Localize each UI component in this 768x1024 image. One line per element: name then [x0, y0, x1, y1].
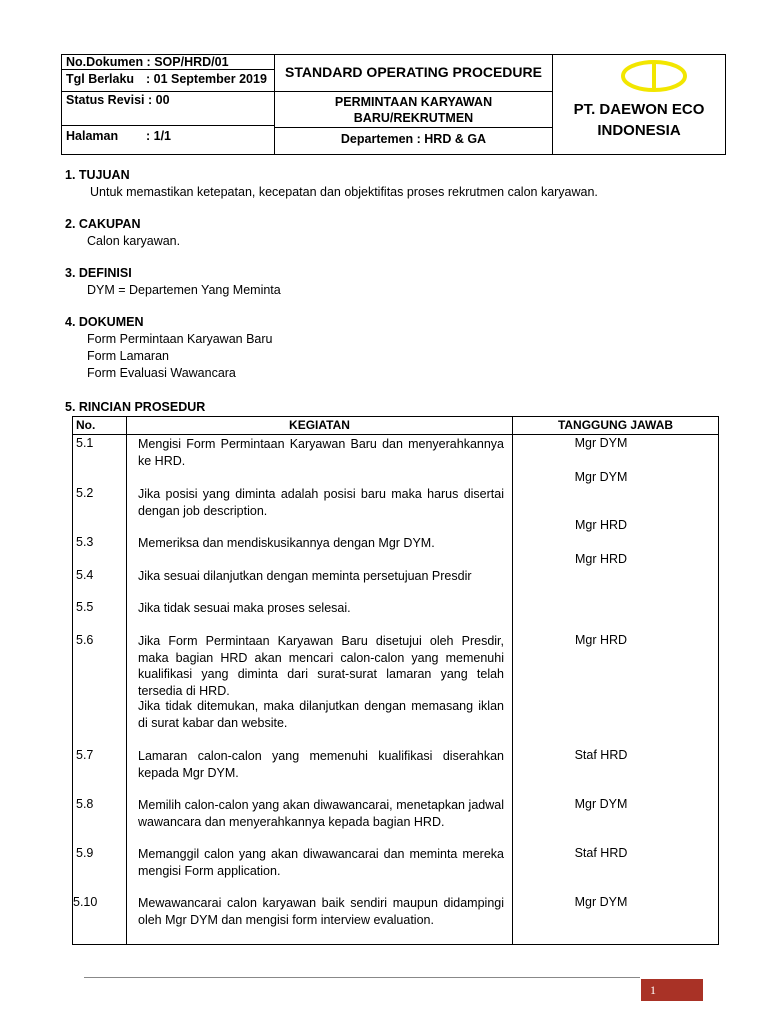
doc-number: No.Dokumen : SOP/HRD/01	[66, 55, 229, 69]
section-cakupan-title: 2. CAKUPAN	[65, 217, 141, 231]
section-tujuan-title: 1. TUJUAN	[65, 168, 130, 182]
section-definisi-body: DYM = Departemen Yang Meminta	[87, 283, 281, 297]
document-item: Form Permintaan Karyawan Baru	[87, 332, 273, 346]
section-tujuan-body: Untuk memastikan ketepatan, kecepatan dan objektifitas proses rekrutmen calon karyawan.	[90, 185, 598, 199]
row-activity-continued: Jika tidak ditemukan, maka dilanjutkan dengan memasang iklan di surat kabar dan website.	[138, 699, 504, 730]
document-item: Form Lamaran	[87, 349, 169, 363]
row-number: 5.2	[76, 486, 94, 500]
effective-date-label: Tgl Berlaku	[66, 72, 135, 86]
company-name	[553, 99, 725, 141]
sop-title: STANDARD OPERATING PROCEDURE	[285, 64, 542, 80]
row-responsible: Staf HRD	[574, 846, 628, 860]
row-responsible: Mgr HRD	[574, 518, 628, 532]
row-responsible: Mgr HRD	[574, 552, 628, 566]
section-prosedur-title: 5. RINCIAN PROSEDUR	[65, 400, 206, 414]
row-activity: Jika tidak sesuai maka proses selesai.	[138, 601, 351, 615]
company-name-line1: PT. DAEWON ECO	[573, 101, 705, 118]
row-activity: Mengisi Form Permintaan Karyawan Baru dan menyerahkannya ke HRD.	[138, 437, 504, 468]
company-name-line2: INDONESIA	[597, 122, 681, 139]
row-activity: Jika posisi yang diminta adalah posisi baru maka harus disertai dengan job description.	[138, 487, 504, 518]
row-number: 5.5	[76, 600, 94, 614]
table-header-tanggung-jawab: TANGGUNG JAWAB	[557, 418, 674, 432]
row-activity: Memanggil calon yang akan diwawancarai dan meminta mereka mengisi Form application.	[138, 847, 504, 878]
row-activity: Jika sesuai dilanjutkan dengan meminta persetujuan Presdir	[138, 569, 472, 583]
page-number-badge	[641, 979, 703, 1001]
row-activity: Memilih calon-calon yang akan diwawancarai, menetapkan jadwal wawancara dan menyerahkannya kepada bagian HRD.	[138, 798, 504, 829]
sop-subtitle: PERMINTAAN KARYAWAN BARU/REKRUTMEN	[334, 95, 493, 125]
page-value: : 1/1	[146, 129, 172, 143]
row-number: 5.1	[76, 436, 94, 450]
section-cakupan-body: Calon karyawan.	[87, 234, 181, 248]
row-number: 5.10	[73, 895, 98, 909]
row-responsible: Mgr DYM	[574, 895, 628, 909]
daewon-logo-icon	[620, 59, 688, 93]
revision-status: Status Revisi : 00	[66, 93, 170, 107]
row-number: 5.6	[76, 633, 94, 647]
row-responsible: Mgr DYM	[574, 470, 628, 484]
document-item: Form Evaluasi Wawancara	[87, 366, 236, 380]
effective-date-value: : 01 September 2019	[146, 72, 267, 86]
row-responsible: Staf HRD	[574, 748, 628, 762]
table-header-kegiatan: KEGIATAN	[289, 418, 350, 432]
row-number: 5.7	[76, 748, 94, 762]
row-responsible: Mgr HRD	[574, 633, 628, 647]
row-number: 5.9	[76, 846, 94, 860]
section-dokumen-title: 4. DOKUMEN	[65, 315, 144, 329]
row-activity: Jika Form Permintaan Karyawan Baru disetujui oleh Presdir, maka bagian HRD akan mencari calon-calon yang memenuhi kualifikasi yang diminta dari surat-surat lamaran yang telah tersedia di HRD.	[138, 634, 504, 698]
row-activity: Mewawancarai calon karyawan baik sendiri maupun didampingi oleh Mgr DYM dan mengisi form interview evaluation.	[138, 896, 504, 927]
row-number: 5.4	[76, 568, 94, 582]
section-definisi-title: 3. DEFINISI	[65, 266, 132, 280]
department: Departemen : HRD & GA	[340, 132, 487, 146]
row-number: 5.8	[76, 797, 94, 811]
row-responsible: Mgr DYM	[574, 797, 628, 811]
row-responsible: Mgr DYM	[574, 436, 628, 450]
footer-rule	[84, 977, 640, 978]
row-activity: Memeriksa dan mendiskusikannya dengan Mgr DYM.	[138, 536, 435, 550]
row-activity: Lamaran calon-calon yang memenuhi kualifikasi diserahkan kepada Mgr DYM.	[138, 749, 504, 780]
page-label: Halaman	[66, 129, 119, 143]
row-number: 5.3	[76, 535, 94, 549]
page-number: 1	[650, 983, 656, 997]
table-header-no: No.	[76, 418, 96, 432]
